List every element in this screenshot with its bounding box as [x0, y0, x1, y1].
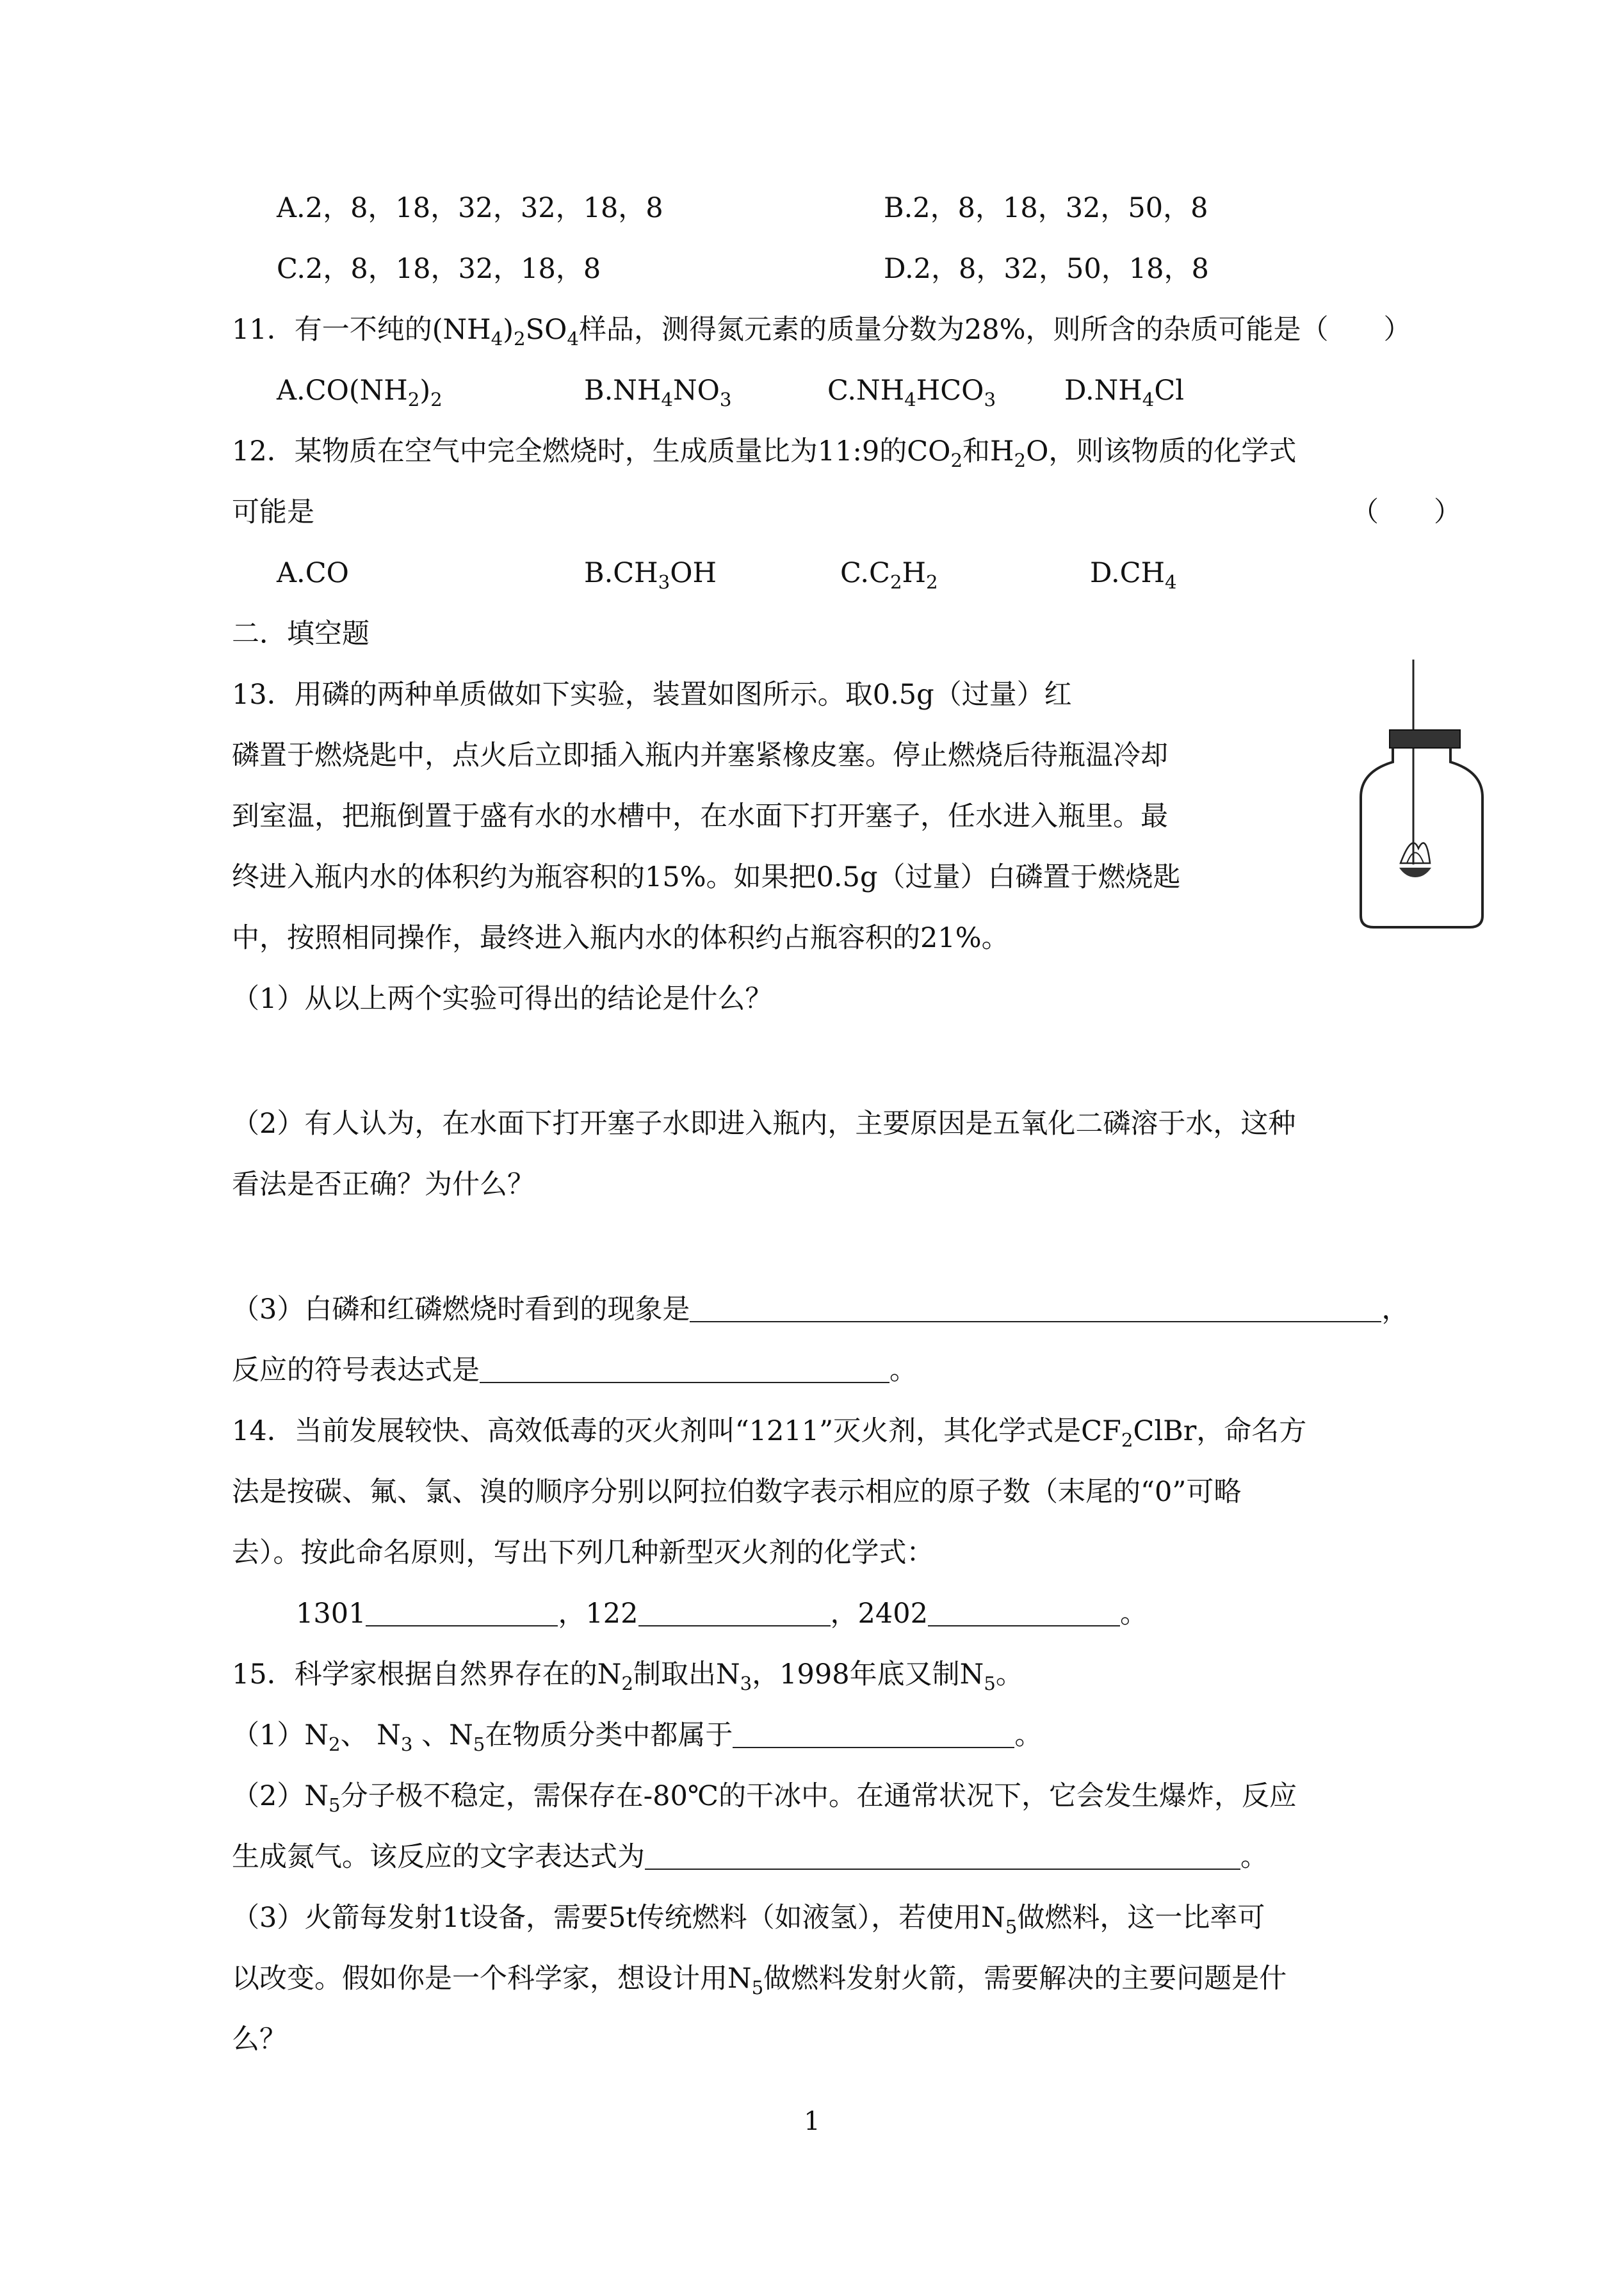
q13-line2: 磷置于燃烧匙中，点火后立即插入瓶内并塞紧橡皮塞。停止燃烧后待瓶温冷却: [232, 740, 1168, 772]
q13-part3-line1: （3）白磷和红磷燃烧时看到的现象是 ，: [232, 1293, 1409, 1326]
q14-line3: 去）。按此命名原则，写出下列几种新型灭火剂的化学式：: [232, 1537, 934, 1569]
q11-option-a: $A.CO(NH_2)_2$: [277, 375, 443, 411]
answer-blank[interactable]: [928, 1597, 1120, 1626]
q11-option-b: $B.NH_4NO_3$: [584, 375, 732, 411]
q14-line1: 14．当前发展较快、高效低毒的灭火剂叫“1211”灭火剂，其化学式是$CF_2ClBr$，命名方: [232, 1415, 1307, 1452]
answer-blank[interactable]: [733, 1719, 1014, 1748]
q15-part1: $(1)N_2$、 $N_3$ 、$N_5$在物质分类中都属于 。: [232, 1719, 1043, 1756]
q12-option-d: $D.CH_4$: [1090, 557, 1177, 594]
q10-option-d: D.2，8，32，50，18，8: [884, 253, 1209, 285]
q12-option-b: $B.CH_3OH$: [584, 557, 717, 594]
q15-part2-line1: $(2)N_5$分子极不稳定，需保存在-80℃的干冰中。在通常状况下，它会发生爆炸，反应: [232, 1780, 1297, 1817]
answer-blank[interactable]: [480, 1354, 889, 1383]
q13-line3: 到室温，把瓶倒置于盛有水的水槽中，在水面下打开塞子，任水进入瓶里。最: [232, 800, 1168, 832]
q10-option-a: A.2，8，18，32，32，18，8: [277, 192, 663, 224]
section-title: 二．填空题: [232, 618, 369, 650]
q12-stem: 12．某物质在空气中完全燃烧时，生成质量比为11:9的$CO_2$和$H_2O$，则该物质的化学式: [232, 435, 1297, 472]
q13-part2-line2: 看法是否正确？为什么？: [232, 1169, 535, 1201]
q15-part3-line1: （3）火箭每发射1t设备，需要5t传统燃料（如液氢），若使用$N_5$做燃料，这一比率可: [232, 1902, 1265, 1938]
answer-blank[interactable]: [690, 1293, 1381, 1322]
page-number: 1: [804, 2107, 820, 2136]
q12-stem-line2: 可能是: [232, 496, 314, 528]
q11-stem: 11．有一不纯的$(NH_4)_2SO_4$样品，测得氮元素的质量分数为28%，则所含的杂质可能是（ ）: [232, 314, 1411, 350]
q13-line4: 终进入瓶内水的体积约为瓶容积的15%。如果把0.5g（过量）白磷置于燃烧匙: [232, 861, 1181, 893]
answer-blank[interactable]: [638, 1597, 831, 1626]
q11-option-d: $D.NH_4Cl$: [1064, 375, 1185, 411]
q11-option-c: $C.NH_4HCO_3$: [827, 375, 996, 411]
q15-line1: 15．科学家根据自然界存在的$N_2$制取出$N_3$，1998年底又制$N_5$。: [232, 1658, 1023, 1695]
q12-answer-paren: （ ）: [1351, 496, 1461, 528]
q15-part3-line2: 以改变。假如你是一个科学家，想设计用$N_5$做燃料发射火箭，需要解决的主要问题是什: [232, 1963, 1287, 1999]
answer-blank[interactable]: [366, 1597, 558, 1626]
q10-option-b: B.2，8，18，32，50，8: [884, 192, 1208, 224]
q13-part3-line2: 反应的符号表达式是 。: [232, 1354, 917, 1386]
q13-line5: 中，按照相同操作，最终进入瓶内水的体积约占瓶容积的21%。: [232, 922, 1009, 954]
combustion-jar-figure: [1354, 660, 1489, 935]
q12-option-a: A.CO: [277, 557, 349, 589]
q13-part1: （1）从以上两个实验可得出的结论是什么？: [232, 983, 773, 1015]
q14-line2: 法是按碳、氟、氯、溴的顺序分别以阿拉伯数字表示相应的原子数（末尾的“0”可略: [232, 1476, 1242, 1508]
answer-blank[interactable]: [645, 1840, 1240, 1870]
q13-part2-line1: （2）有人认为，在水面下打开塞子水即进入瓶内，主要原因是五氧化二磷溶于水，这种: [232, 1108, 1296, 1140]
q12-option-c: $C.C_2H_2$: [840, 557, 938, 594]
q15-part2-line2: 生成氮气。该反应的文字表达式为 。: [232, 1841, 1268, 1873]
q13-line1: 13．用磷的两种单质做如下实验，装置如图所示。取0.5g（过量）红: [232, 679, 1072, 711]
q14-blanks: 1301 ，122 ，2402 。: [296, 1598, 1148, 1630]
q15-part3-line3: 么？: [232, 2023, 287, 2056]
q10-option-c: C.2，8，18，32，18，8: [277, 253, 601, 285]
